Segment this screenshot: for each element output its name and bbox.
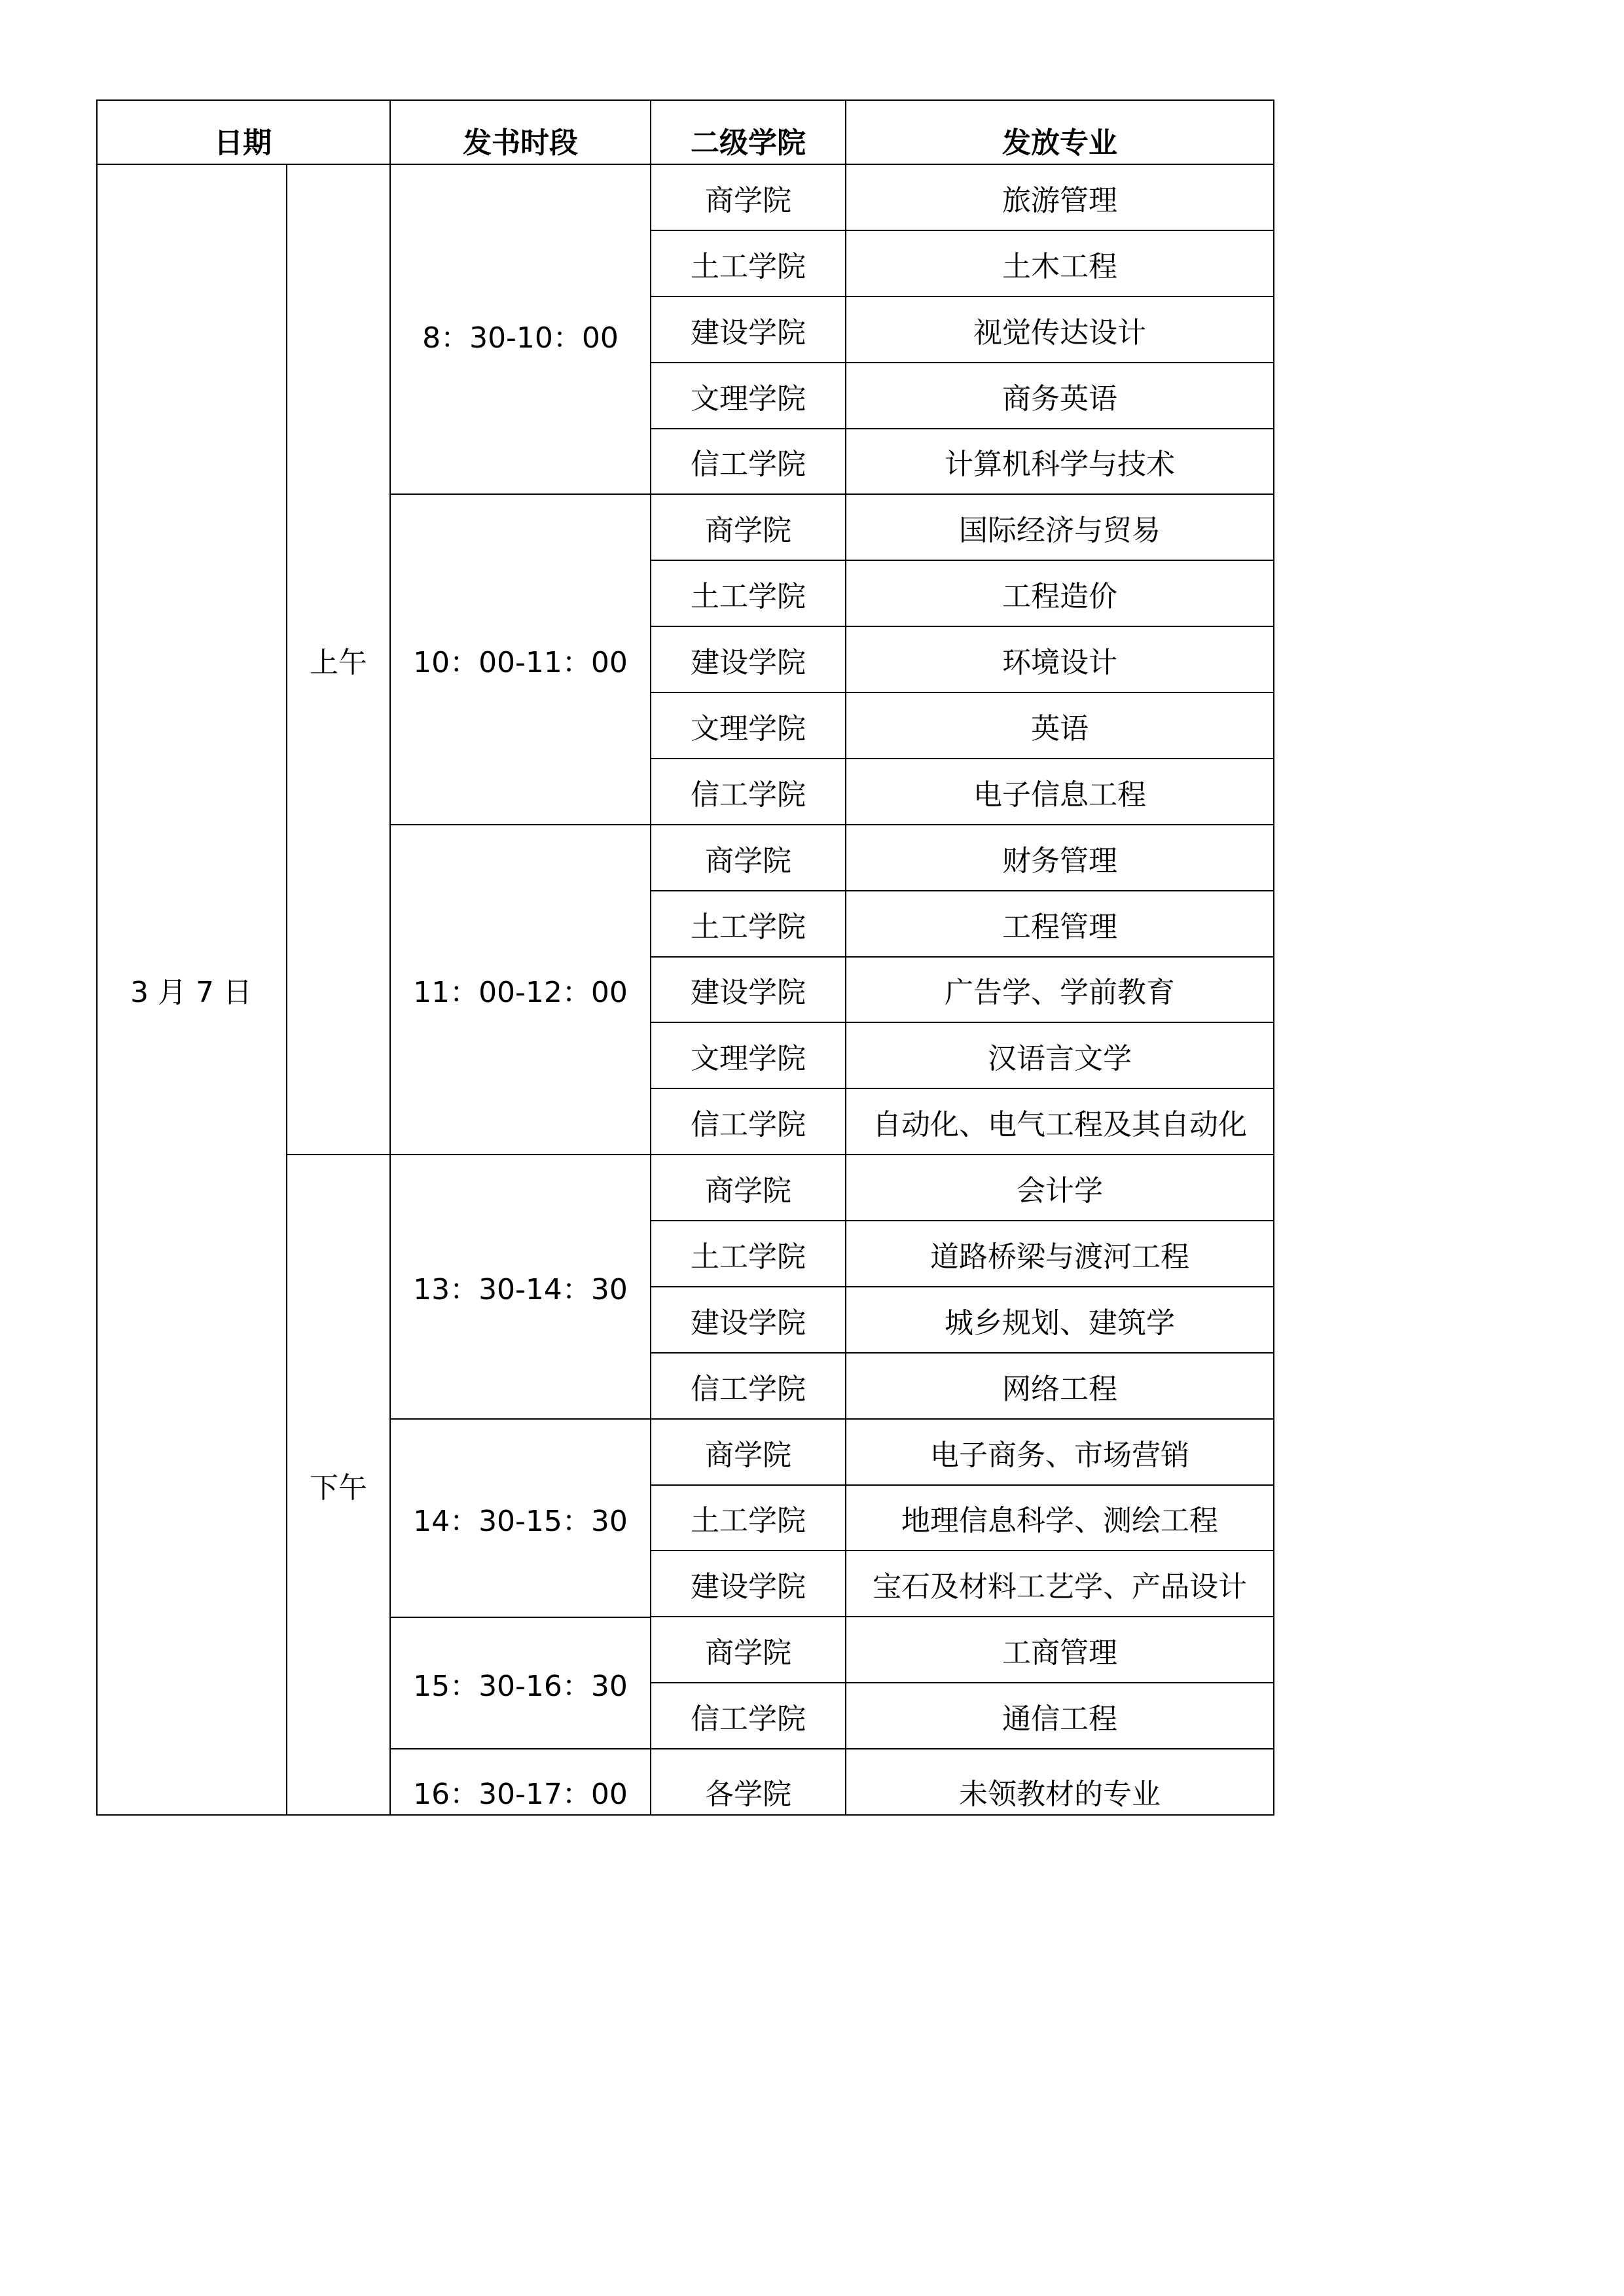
major-cell: 计算机科学与技术 (846, 429, 1274, 495)
college-cell: 建设学院 (651, 958, 846, 1023)
time-slot: 13：30-14：30 (391, 1155, 651, 1420)
major-cell: 工程造价 (846, 561, 1274, 627)
college-cell: 土工学院 (651, 561, 846, 627)
college-cell: 建设学院 (651, 1287, 846, 1354)
major-cell: 自动化、电气工程及其自动化 (846, 1089, 1274, 1155)
major-cell: 网络工程 (846, 1354, 1274, 1420)
time-slot: 10：00-11：00 (391, 495, 651, 825)
college-cell: 商学院 (651, 825, 846, 891)
college-cell: 文理学院 (651, 693, 846, 759)
major-cell: 会计学 (846, 1155, 1274, 1221)
college-cell: 文理学院 (651, 363, 846, 429)
period-afternoon: 下午 (287, 1155, 391, 1816)
major-cell: 通信工程 (846, 1683, 1274, 1749)
college-cell: 商学院 (651, 1420, 846, 1486)
college-cell: 信工学院 (651, 1683, 846, 1749)
college-cell: 建设学院 (651, 297, 846, 363)
time-slot: 15：30-16：30 (391, 1618, 651, 1749)
major-cell: 未领教材的专业 (846, 1749, 1274, 1816)
period-morning: 上午 (287, 165, 391, 1155)
major-cell: 地理信息科学、测绘工程 (846, 1486, 1274, 1551)
major-cell: 城乡规划、建筑学 (846, 1287, 1274, 1354)
major-cell: 广告学、学前教育 (846, 958, 1274, 1023)
college-cell: 信工学院 (651, 759, 846, 825)
college-cell: 建设学院 (651, 1551, 846, 1617)
college-cell: 商学院 (651, 1617, 846, 1683)
college-cell: 商学院 (651, 1155, 846, 1221)
major-cell: 汉语言文学 (846, 1023, 1274, 1089)
major-cell: 电子商务、市场营销 (846, 1420, 1274, 1486)
major-cell: 国际经济与贸易 (846, 495, 1274, 561)
header-college: 二级学院 (651, 99, 846, 165)
college-cell: 土工学院 (651, 1221, 846, 1287)
header-time-slot: 发书时段 (391, 99, 651, 165)
college-cell: 土工学院 (651, 891, 846, 958)
distribution-schedule-table (96, 99, 1274, 1816)
major-cell: 工程管理 (846, 891, 1274, 958)
college-cell: 各学院 (651, 1749, 846, 1816)
header-date: 日期 (96, 99, 391, 165)
major-cell: 英语 (846, 693, 1274, 759)
major-cell: 视觉传达设计 (846, 297, 1274, 363)
major-cell: 电子信息工程 (846, 759, 1274, 825)
major-cell: 财务管理 (846, 825, 1274, 891)
major-cell: 土木工程 (846, 231, 1274, 297)
time-slot: 11：00-12：00 (391, 825, 651, 1155)
major-cell: 道路桥梁与渡河工程 (846, 1221, 1274, 1287)
major-cell: 宝石及材料工艺学、产品设计 (846, 1551, 1274, 1617)
college-cell: 土工学院 (651, 231, 846, 297)
college-cell: 商学院 (651, 165, 846, 231)
college-cell: 信工学院 (651, 1354, 846, 1420)
college-cell: 信工学院 (651, 1089, 846, 1155)
major-cell: 环境设计 (846, 627, 1274, 693)
college-cell: 文理学院 (651, 1023, 846, 1089)
time-slot: 14：30-15：30 (391, 1420, 651, 1618)
college-cell: 商学院 (651, 495, 846, 561)
college-cell: 土工学院 (651, 1486, 846, 1551)
time-slot: 8：30-10：00 (391, 165, 651, 495)
college-cell: 信工学院 (651, 429, 846, 495)
major-cell: 旅游管理 (846, 165, 1274, 231)
major-cell: 商务英语 (846, 363, 1274, 429)
date-cell: 3 月 7 日 (96, 165, 287, 1816)
college-cell: 建设学院 (651, 627, 846, 693)
major-cell: 工商管理 (846, 1617, 1274, 1683)
header-major: 发放专业 (846, 99, 1274, 165)
time-slot: 16：30-17：00 (391, 1749, 651, 1816)
